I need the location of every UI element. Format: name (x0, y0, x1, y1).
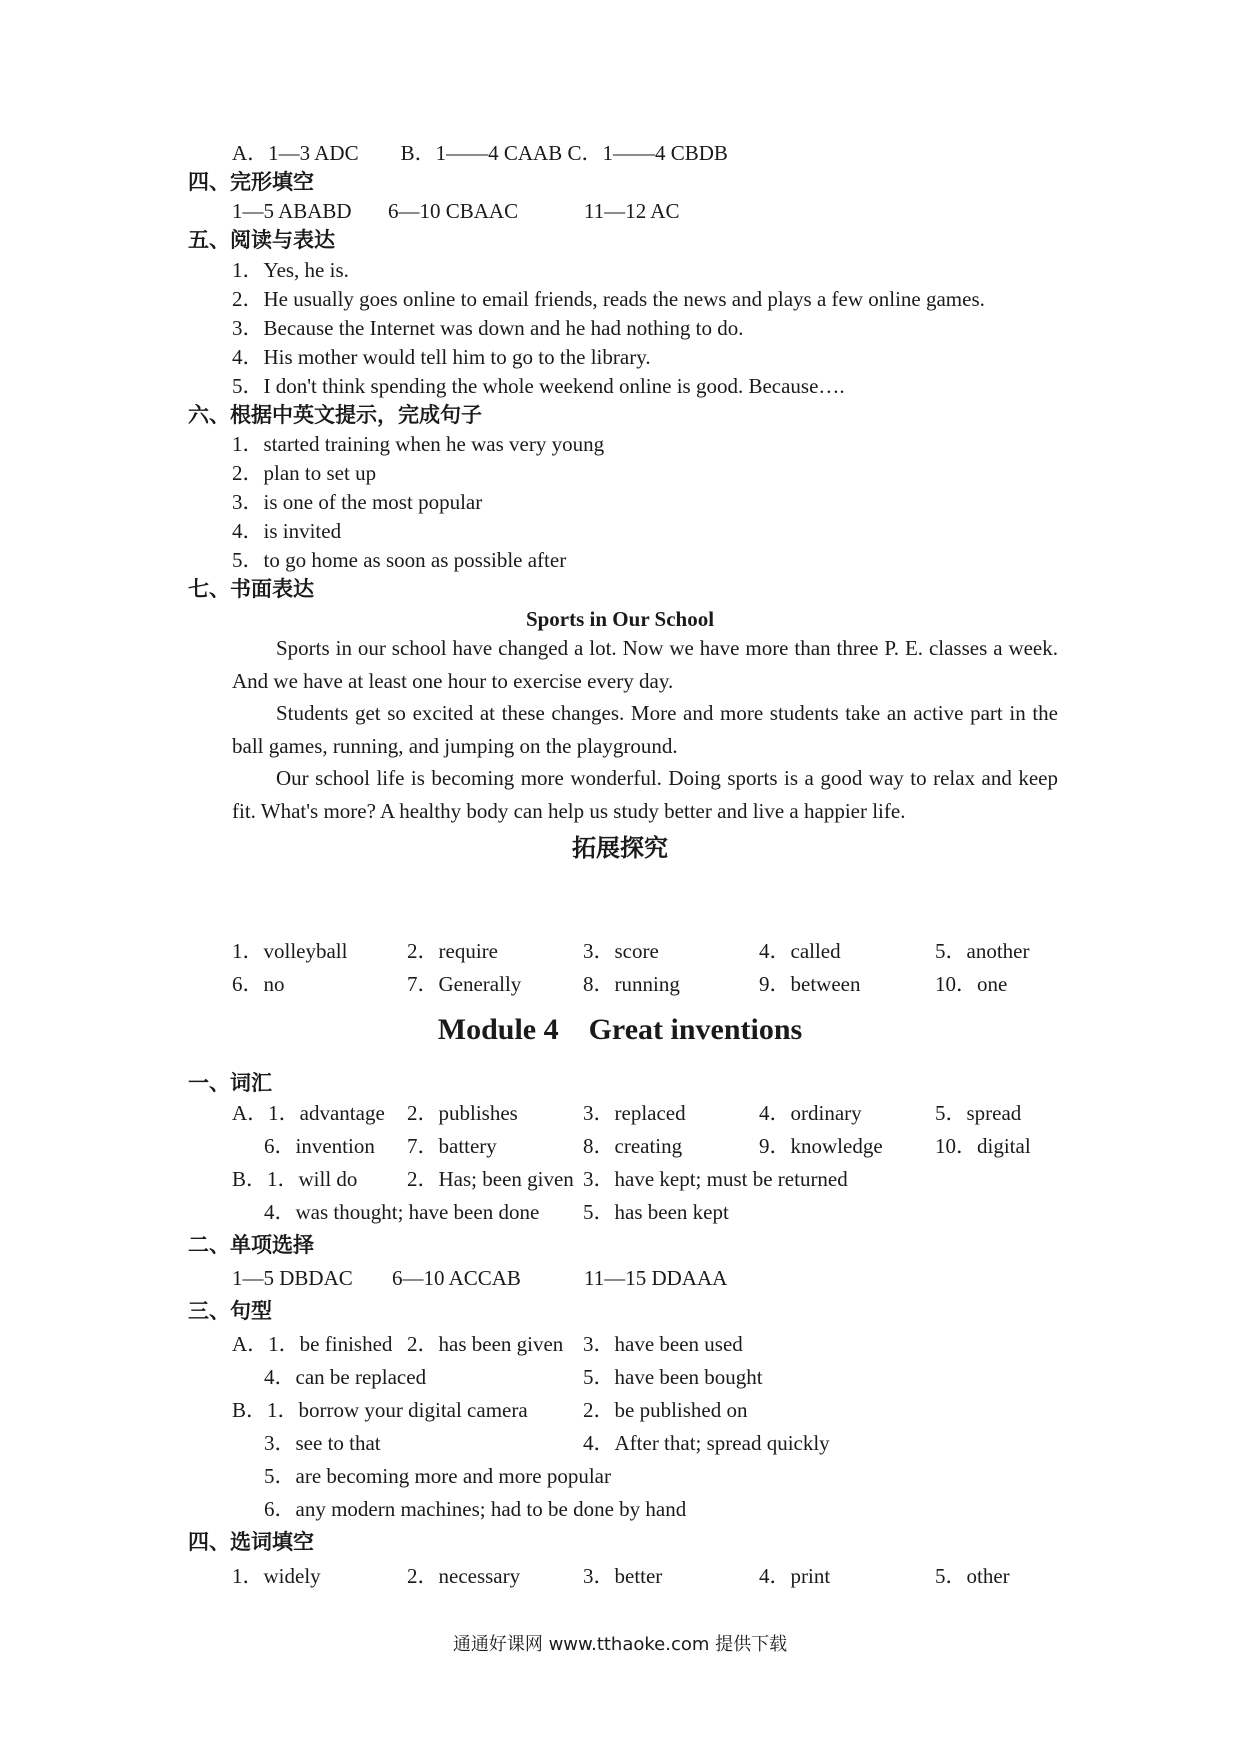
list-item: 1．Yes, he is. (232, 258, 349, 282)
list-item: 4．His mother would tell him to go to the library. (232, 345, 651, 369)
extension-heading: 拓展探究 (572, 834, 668, 862)
list-item: 6．no (232, 972, 285, 996)
essay-paragraph: Students get so excited at these changes. More and more students take an active part in the ball games, running, and jumping on the playground. (232, 701, 1058, 758)
section-4-heading: 四、完形填空 (188, 170, 314, 194)
answer-group: 1—5 ABABD (232, 199, 352, 223)
module-title: Module 4 Great inventions (437, 1013, 803, 1046)
list-item: 3．have been used (583, 1332, 743, 1356)
section-7-heading: 七、书面表达 (188, 577, 314, 601)
answer-group: 6—10 ACCAB (392, 1266, 521, 1290)
list-item: 3．see to that (264, 1431, 381, 1455)
list-item: 3．score (583, 939, 659, 963)
list-item: 5．spread (935, 1101, 1022, 1125)
list-item: 5．other (935, 1564, 1010, 1588)
list-item: 2．has been given (407, 1332, 564, 1356)
list-item: 10．one (935, 972, 1008, 996)
list-item: 2．publishes (407, 1101, 518, 1125)
list-item: 6．invention (264, 1134, 375, 1158)
list-item: 2．be published on (583, 1398, 748, 1422)
section-5-heading: 五、阅读与表达 (188, 228, 335, 252)
list-item: 3．better (583, 1564, 663, 1588)
list-item: 5．I don't think spending the whole weekend online is good. Because…. (232, 374, 845, 398)
list-item: 2．Has; been given (407, 1167, 574, 1191)
m4-section-1-heading: 一、词汇 (188, 1071, 272, 1095)
list-item: 1．volleyball (232, 939, 348, 963)
list-item: 5．are becoming more and more popular (264, 1464, 611, 1488)
answer-group: 11—12 AC (584, 199, 680, 223)
list-item: 4．After that; spread quickly (583, 1431, 830, 1455)
answer-group: 11—15 DDAAA (584, 1266, 728, 1290)
list-item: 5．to go home as soon as possible after (232, 548, 567, 572)
list-item: 1．started training when he was very young (232, 432, 605, 456)
m4-section-2-heading: 二、单项选择 (188, 1233, 314, 1257)
list-item: 7．Generally (407, 972, 522, 996)
essay-title: Sports in Our School (525, 607, 715, 631)
list-item: 4．ordinary (759, 1101, 862, 1125)
answer-group: 6—10 CBAAC (388, 199, 519, 223)
list-item: 6．any modern machines; had to be done by hand (264, 1497, 687, 1521)
list-item: 10．digital (935, 1134, 1031, 1158)
list-item: 5．have been bought (583, 1365, 763, 1389)
list-item: 2．necessary (407, 1564, 521, 1588)
list-item: 3．Because the Internet was down and he had nothing to do. (232, 316, 744, 340)
list-item: 8．running (583, 972, 680, 996)
list-item: 2．require (407, 939, 498, 963)
answer-group: 1—5 DBDAC (232, 1266, 353, 1290)
list-item: 5．has been kept (583, 1200, 729, 1224)
list-item: 1．widely (232, 1564, 321, 1588)
footer-text: 通通好课网 www.tthaoke.com 提供下载 (452, 1634, 788, 1655)
list-item: 3．replaced (583, 1101, 686, 1125)
list-item: 2．plan to set up (232, 461, 377, 485)
section-6-heading: 六、根据中英文提示，完成句子 (188, 403, 482, 427)
essay-paragraph: Sports in our school have changed a lot. Now we have more than three P. E. classes a week. And we have at least one hour to exercise every day. (232, 636, 1058, 693)
essay-paragraph: Our school life is becoming more wonderful. Doing sports is a good way to relax and keep fit. What's more? A healthy body can help us study better and live a happier life. (232, 766, 1058, 823)
list-item: 4．was thought; have been done (264, 1200, 540, 1224)
list-item: 4．print (759, 1564, 831, 1588)
list-item: B．1．borrow your digital camera (232, 1398, 528, 1422)
list-item: 3．have kept; must be returned (583, 1167, 848, 1191)
list-item: 4．is invited (232, 519, 342, 543)
list-item: 9．knowledge (759, 1134, 883, 1158)
list-item: 4．called (759, 939, 841, 963)
list-item: A．1．be finished (232, 1332, 393, 1356)
list-item: 3．is one of the most popular (232, 490, 483, 514)
list-item: 7．battery (407, 1134, 497, 1158)
list-item: 4．can be replaced (264, 1365, 427, 1389)
list-item: A．1．advantage (232, 1101, 385, 1125)
list-item: B．1．will do (232, 1167, 358, 1191)
list-item: 9．between (759, 972, 861, 996)
top-answer-line: A．1—3 ADC B．1——4 CAAB C．1——4 CBDB (232, 141, 728, 165)
m4-section-4-heading: 四、选词填空 (188, 1530, 314, 1554)
list-item: 8．creating (583, 1134, 683, 1158)
m4-section-3-heading: 三、句型 (188, 1299, 272, 1323)
list-item: 2．He usually goes online to email friends, reads the news and plays a few online games. (232, 287, 985, 311)
list-item: 5．another (935, 939, 1030, 963)
